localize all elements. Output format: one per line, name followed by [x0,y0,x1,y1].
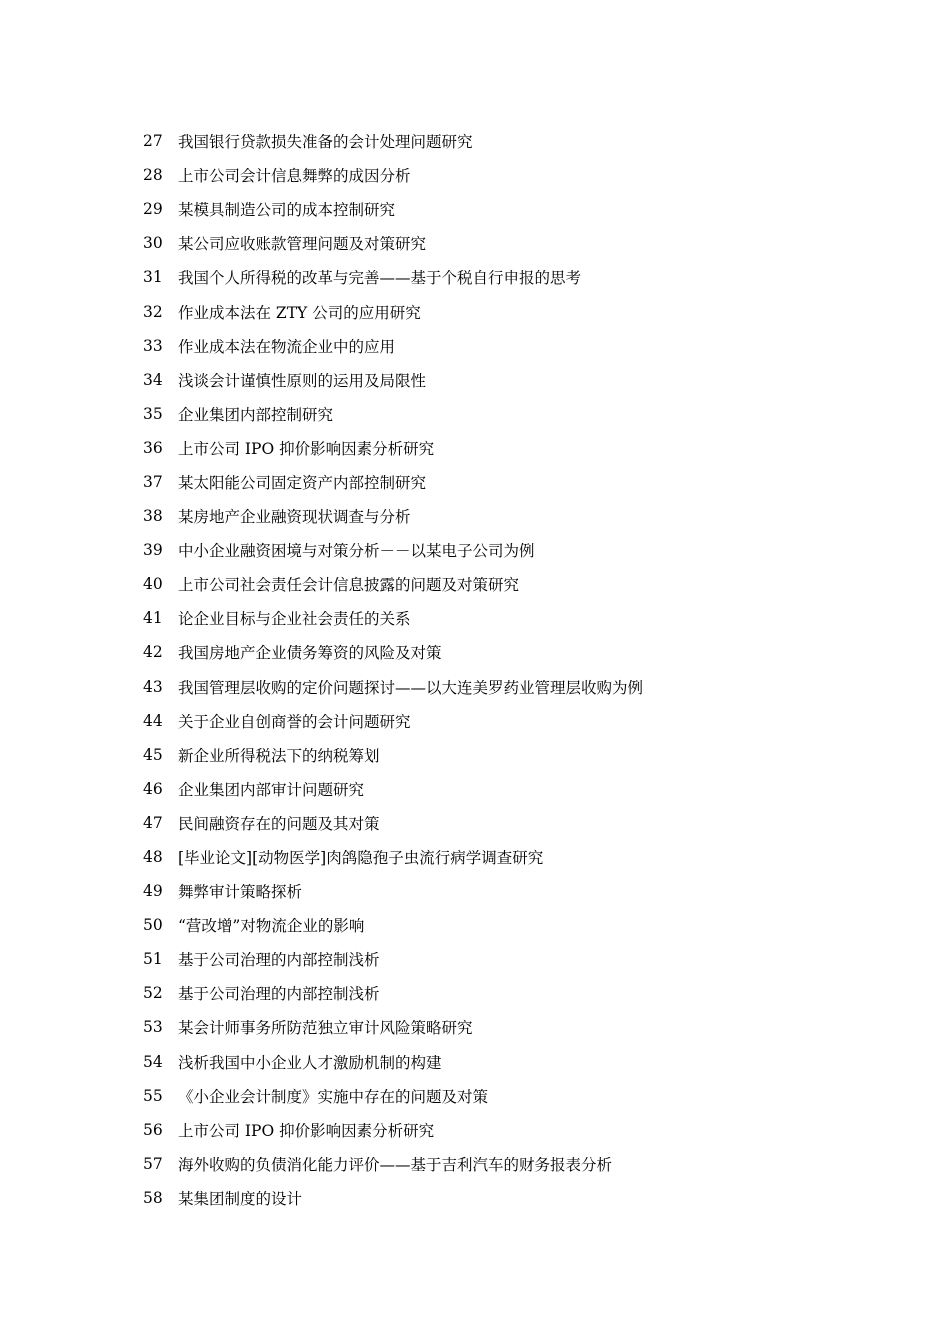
item-title: 中小企业融资困境与对策分析－－以某电子公司为例 [178,542,535,561]
list-item [143,806,643,840]
item-number: 37 [143,472,163,491]
list-item [143,840,643,874]
list-item [143,329,643,363]
list-item [143,260,643,294]
item-title: 上市公司社会责任会计信息披露的问题及对策研究 [178,576,520,595]
item-title: 浅析我国中小企业人才激励机制的构建 [178,1053,442,1072]
item-number: 43 [143,677,163,696]
item-title: “营改增”对物流企业的影响 [178,917,365,936]
item-number: 45 [143,745,163,764]
item-title: 某公司应收账款管理问题及对策研究 [178,235,427,254]
list-item [143,124,643,158]
list-item [143,192,643,226]
list-item [143,431,643,465]
item-number: 49 [143,882,163,901]
list-item [143,601,643,635]
item-title: 某太阳能公司固定资产内部控制研究 [178,473,427,492]
item-title: 关于企业自创商誉的会计问题研究 [178,712,411,731]
list-item [143,397,643,431]
list-item [143,670,643,704]
list-item [143,738,643,772]
item-number: 31 [143,268,163,287]
item-title: 企业集团内部审计问题研究 [178,780,365,799]
item-title: 海外收购的负债消化能力评价——基于吉利汽车的财务报表分析 [178,1155,613,1174]
item-title: 上市公司会计信息舞弊的成因分析 [178,167,411,186]
item-number: 57 [143,1154,163,1173]
item-title: 我国银行贷款损失准备的会计处理问题研究 [178,133,473,152]
item-number: 33 [143,336,163,355]
item-number: 58 [143,1188,163,1207]
item-number: 47 [143,813,163,832]
item-title: 我国个人所得税的改革与完善——基于个税自行申报的思考 [178,269,582,288]
item-title: 我国房地产企业债务筹资的风险及对策 [178,644,442,663]
list-item [143,226,643,260]
item-number: 38 [143,507,163,526]
item-number: 32 [143,302,163,321]
item-number: 54 [143,1052,163,1071]
list-item [143,704,643,738]
item-number: 53 [143,1018,163,1037]
list-item [143,772,643,806]
list-item [143,1079,643,1113]
list-item [143,908,643,942]
list-item [143,874,643,908]
item-number: 27 [143,132,163,151]
item-number: 48 [143,848,163,867]
list-item [143,499,643,533]
list-item [143,158,643,192]
item-title: 论企业目标与企业社会责任的关系 [178,610,411,629]
list-item [143,1181,643,1215]
item-title: 某集团制度的设计 [178,1189,303,1208]
list-item [143,942,643,976]
item-number: 30 [143,234,163,253]
topic-list [143,124,643,1215]
item-title: 作业成本法在 ZTY 公司的应用研究 [178,303,421,322]
list-item [143,1045,643,1079]
item-title: 企业集团内部控制研究 [178,405,334,424]
item-number: 51 [143,950,163,969]
list-item [143,1147,643,1181]
item-title: 基于公司治理的内部控制浅析 [178,985,380,1004]
item-number: 40 [143,575,163,594]
item-title: 舞弊审计策略探析 [178,883,303,902]
item-title: 某会计师事务所防范独立审计风险策略研究 [178,1019,473,1038]
item-number: 28 [143,166,163,185]
item-number: 56 [143,1120,163,1139]
item-number: 35 [143,404,163,423]
item-title: 民间融资存在的问题及其对策 [178,814,380,833]
item-number: 42 [143,643,163,662]
item-title: [毕业论文][动物医学]肉鸽隐孢子虫流行病学调查研究 [178,849,544,868]
item-number: 29 [143,200,163,219]
list-item [143,976,643,1010]
item-title: 基于公司治理的内部控制浅析 [178,951,380,970]
item-title: 某模具制造公司的成本控制研究 [178,201,396,220]
item-title: 作业成本法在物流企业中的应用 [178,337,396,356]
item-title: 我国管理层收购的定价问题探讨——以大连美罗药业管理层收购为例 [178,678,644,697]
item-title: 上市公司 IPO 抑价影响因素分析研究 [178,1121,435,1140]
item-number: 44 [143,711,163,730]
item-number: 52 [143,984,163,1003]
list-item [143,533,643,567]
item-number: 41 [143,609,163,628]
item-number: 46 [143,779,163,798]
item-title: 新企业所得税法下的纳税筹划 [178,746,380,765]
list-item [143,1113,643,1147]
item-number: 36 [143,438,163,457]
list-item [143,294,643,328]
list-item [143,363,643,397]
item-number: 34 [143,370,163,389]
list-item [143,567,643,601]
item-number: 39 [143,541,163,560]
item-title: 浅谈会计谨慎性原则的运用及局限性 [178,371,427,390]
item-title: 上市公司 IPO 抑价影响因素分析研究 [178,439,435,458]
item-title: 《小企业会计制度》实施中存在的问题及对策 [178,1087,489,1106]
list-item [143,465,643,499]
item-number: 50 [143,916,163,935]
item-number: 55 [143,1086,163,1105]
list-item [143,635,643,669]
list-item [143,1010,643,1044]
item-title: 某房地产企业融资现状调查与分析 [178,508,411,527]
